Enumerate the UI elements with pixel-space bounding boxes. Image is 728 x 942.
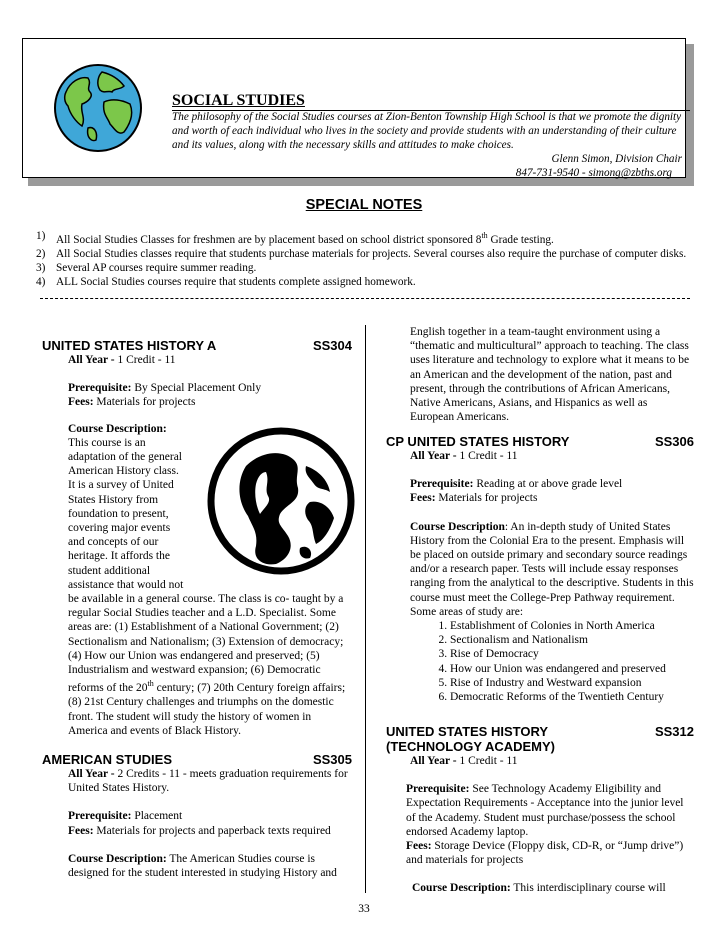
note-item	[36, 229, 696, 247]
course-title: CP UNITED STATES HISTORY	[386, 434, 570, 449]
note-text: All Social Studies classes require that students purchase materials for projects. Several courses also require the purchase of computer disks.	[56, 247, 687, 260]
course-prereq: Prerequisite: By Special Placement Only	[68, 382, 262, 395]
areas-list	[410, 619, 694, 704]
list-item: 1. Establishment of Colonies in North America	[450, 619, 694, 633]
course-description: be available in a general course. The class is co- taught by a regular Social Studies teacher and a L.D. Specialist. Some areas are: (1) Establishment of a National Government; (2) Sectionalism and Nationalism; (3) Extension of democracy; (4) How our Union was endangered and preserved; (5) Industrialism and westward expansion; (6) Democratic reforms of the 20th century; (7) 20th Century foreign affairs; (8) 21st Century challenges and triumphs on the domestic front. The student will study the history of women in America and events of Black History.	[68, 593, 346, 737]
division-chair: Glenn Simon, Division Chair	[551, 153, 682, 165]
course-meta: All Year - 1 Credit - 11	[410, 450, 518, 462]
course-meta: All Year - 1 Credit - 11	[410, 755, 518, 767]
note-number: 3)	[36, 261, 46, 274]
special-notes-title: SPECIAL NOTES	[305, 197, 423, 213]
note-text: All Social Studies Classes for freshmen are by placement based on school district sponsored 8th Grade testing.	[56, 231, 554, 246]
philosophy-statement: The philosophy of the Social Studies courses at Zion-Benton Township High School is that we promote the dignity and worth of each individual who lives in the society and provide students with an understanding of their culture and its values, along with the necessary skills and attitudes to make choices.	[172, 111, 682, 152]
course-title: UNITED STATES HISTORY	[386, 724, 549, 739]
course-cp-ush	[386, 434, 694, 704]
note-text: Several AP courses require summer reading.	[56, 261, 257, 274]
course-ush-tech	[386, 724, 694, 896]
note-text: ALL Social Studies courses require that students complete assigned homework.	[56, 275, 416, 288]
course-description-label: Course Description:	[68, 422, 167, 435]
list-item: 4. How our Union was endangered and preserved	[450, 662, 694, 676]
course-description: Course Description: The American Studies course is designed for the student interested in studying History and	[68, 852, 337, 880]
section-divider	[40, 298, 690, 299]
course-code: SS304	[312, 338, 352, 353]
list-item: 5. Rise of Industry and Westward expansion	[450, 676, 694, 690]
course-prereq: Prerequisite: See Technology Academy Eligibility and Expectation Requirements - Acceptance into the junior level of the Academy. Student must purchase/possess the school endorsed Academy laptop.	[406, 783, 684, 838]
course-subtitle: (TECHNOLOGY ACADEMY)	[386, 739, 555, 754]
course-title: AMERICAN STUDIES	[42, 752, 173, 767]
course-american-studies	[42, 752, 352, 880]
course-fees: Fees: Materials for projects	[68, 396, 196, 409]
american-studies-continued: English together in a team-taught environment using a “thematic and multicultural” approach to teaching. The class uses literature and technology to explore what it means to be an American and the development of the nation, past and present, through the contributions of African Americans, Native Americans, Asians, and Hispanics as well as European Americans.	[410, 326, 690, 424]
course-title: UNITED STATES HISTORY A	[42, 338, 217, 353]
note-number: 1)	[36, 230, 46, 242]
special-notes-list	[36, 229, 696, 289]
course-code: SS306	[654, 434, 694, 449]
course-fees: Fees: Materials for projects and paperback texts required	[68, 824, 331, 837]
globe-icon	[52, 62, 144, 154]
course-code: SS305	[312, 752, 352, 767]
list-item: 6. Democratic Reforms of the Twentieth Century	[450, 690, 694, 704]
page-number: 33	[358, 903, 370, 915]
course-prereq: Prerequisite: Placement	[68, 810, 183, 823]
course-description-wrap: This course is an adaptation of the general American History class. It is a survey of United States History from foundation to present, covering major events and concepts of our heritage. It affords the student additional assistance that would not	[68, 436, 184, 591]
note-item	[36, 275, 696, 289]
course-prereq: Prerequisite: Reading at or above grade level	[410, 478, 623, 491]
course-meta: All Year - 1 Credit - 11	[68, 354, 176, 366]
column-divider	[365, 325, 366, 893]
note-number: 2)	[36, 247, 46, 260]
note-item	[36, 247, 696, 261]
course-code: SS312	[654, 724, 694, 739]
course-description: Course Description: This interdisciplinary course will	[412, 882, 666, 895]
course-description: Course Description: An in-depth study of United States History from the Colonial Era to the present. Emphasis will be placed on outside primary and secondary source readings and/or a research paper. Tests will include essay responses ranging from the analytical to the descriptive. Students in this course must meet the College-Prep Pathway requirement. Some areas of study are:	[410, 520, 694, 618]
course-fees: Fees: Storage Device (Floppy disk, CD-R, or “Jump drive”) and materials for projects	[406, 840, 684, 867]
course-fees: Fees: Materials for projects	[410, 492, 538, 505]
course-meta: All Year - 2 Credits - 11 - meets graduation requirements for United States History.	[68, 768, 348, 795]
globe-profile-icon	[206, 426, 356, 576]
note-item	[36, 261, 696, 275]
note-number: 4)	[36, 275, 46, 288]
chair-contact: 847-731-9540 - simong@zbths.org	[515, 167, 672, 179]
list-item: 2. Sectionalism and Nationalism	[450, 633, 694, 647]
list-item: 3. Rise of Democracy	[450, 647, 694, 661]
department-title: SOCIAL STUDIES	[172, 92, 305, 109]
